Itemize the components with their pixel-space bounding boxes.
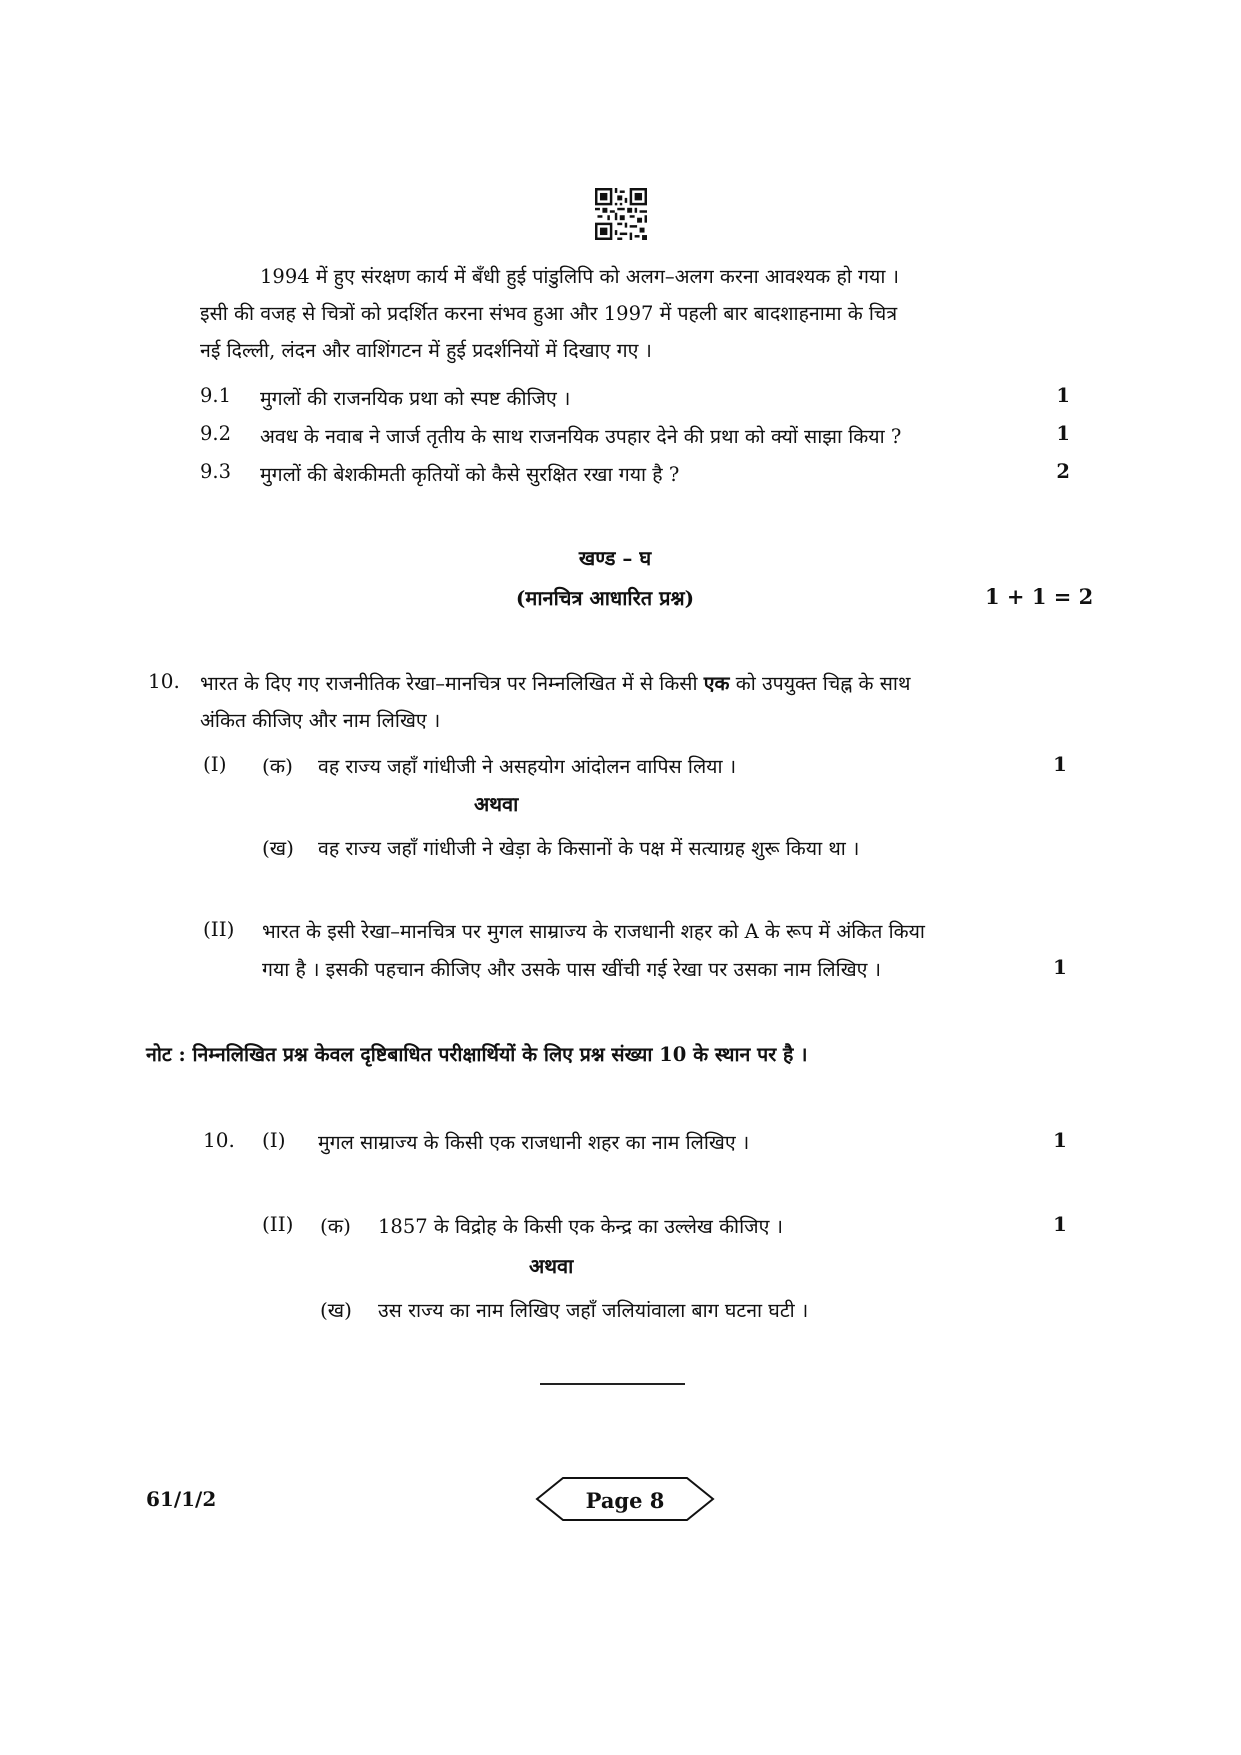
question-marks: 1 [1056,422,1070,445]
passage-line: नई दिल्ली, लंदन और वाशिंगटन में हुई प्रदर्शनियों में दिखाए गए । [200,339,652,362]
option-b-label: (ख) [262,836,294,860]
question-marks: 2 [1056,460,1070,483]
question-marks: 1 [1056,384,1070,407]
question-10-vi-number: 10. [203,1128,235,1152]
question-10-number: 10. [148,669,180,693]
section-subtitle: (मानचित्र आधारित प्रश्न) [515,586,695,610]
page-number: Page 8 [585,1488,665,1513]
section-marks: 1 + 1 = 2 [985,584,1094,609]
question-number: 9.1 [200,384,232,407]
question-9-2 [200,422,1070,456]
passage-line: 1994 में हुए संरक्षण कार्य में बँधी हुई पांडुलिपि को अलग–अलग करना आवश्यक हो गया । [260,265,899,288]
question-text: मुगलों की बेशकीमती कृतियों को कैसे सुरक्षित रखा गया है ? [260,463,680,486]
note: नोट : निम्नलिखित प्रश्न केवल दृष्टिबाधित परीक्षार्थियों के लिए प्रश्न संख्या 10 के स्थान पर है । [146,1043,808,1066]
vi-option-b-text: उस राज्य का नाम लिखिए जहाँ जलियांवाला बाग घटना घटी । [378,1299,809,1322]
option-a-label: (क) [262,754,293,778]
part-2-marks: 1 [1053,955,1067,979]
question-10-text-bold: एक [703,672,730,695]
question-number: 9.2 [200,422,232,445]
vi-part-1-label: (I) [262,1128,286,1152]
or-label: अथवा [474,792,519,816]
question-10-line-1 [200,669,910,696]
question-9-3 [200,460,1070,494]
part-2-line-2: गया है । इसकी पहचान कीजिए और उसके पास खींची गई रेखा पर उसका नाम लिखिए । [262,958,882,981]
vi-option-a-text: 1857 के विद्रोह के किसी एक केन्द्र का उल्लेख कीजिए । [378,1215,783,1238]
option-b-text: वह राज्य जहाँ गांधीजी ने खेड़ा के किसानों के पक्ष में सत्याग्रह शुरू किया था । [318,837,860,860]
vi-part-2-label: (II) [262,1212,294,1236]
option-a-marks: 1 [1053,752,1067,776]
paper-code: 61/1/2 [146,1487,217,1511]
part-2-label: (II) [203,917,235,941]
qr-code [595,188,647,240]
vi-option-a-label: (क) [320,1214,351,1238]
vi-option-a-marks: 1 [1053,1212,1067,1236]
vi-or-label: अथवा [529,1254,574,1278]
passage [200,258,1030,369]
passage-line: इसी की वजह से चित्रों को प्रदर्शित करना संभव हुआ और 1997 में पहली बार बादशाहनामा के चित्र [200,302,898,325]
vi-part-1-text: मुगल साम्राज्य के किसी एक राजधानी शहर का नाम लिखिए । [318,1131,750,1154]
question-text: अवध के नवाब ने जार्ज तृतीय के साथ राजनयिक उपहार देने की प्रथा को क्यों साझा किया ? [260,425,902,448]
end-rule [540,1383,685,1385]
question-9-1 [200,384,1070,418]
question-number: 9.3 [200,460,232,483]
part-1-label: (I) [203,752,227,776]
vi-option-b-label: (ख) [320,1298,352,1322]
part-2-line-1: भारत के इसी रेखा–मानचित्र पर मुगल साम्राज्य के राजधानी शहर को A के रूप में अंकित किया [262,920,925,943]
question-10-text-post: को उपयुक्त चिह्न के साथ [735,672,911,695]
question-10-line-2: अंकित कीजिए और नाम लिखिए । [200,709,441,732]
question-text: मुगलों की राजनयिक प्रथा को स्पष्ट कीजिए । [260,387,571,410]
question-10-text-pre: भारत के दिए गए राजनीतिक रेखा–मानचित्र पर निम्नलिखित में से किसी [200,672,698,695]
section-title: खण्ड – घ [578,546,652,570]
vi-part-1-marks: 1 [1053,1128,1067,1152]
option-a-text: वह राज्य जहाँ गांधीजी ने असहयोग आंदोलन वापिस लिया । [318,755,737,778]
